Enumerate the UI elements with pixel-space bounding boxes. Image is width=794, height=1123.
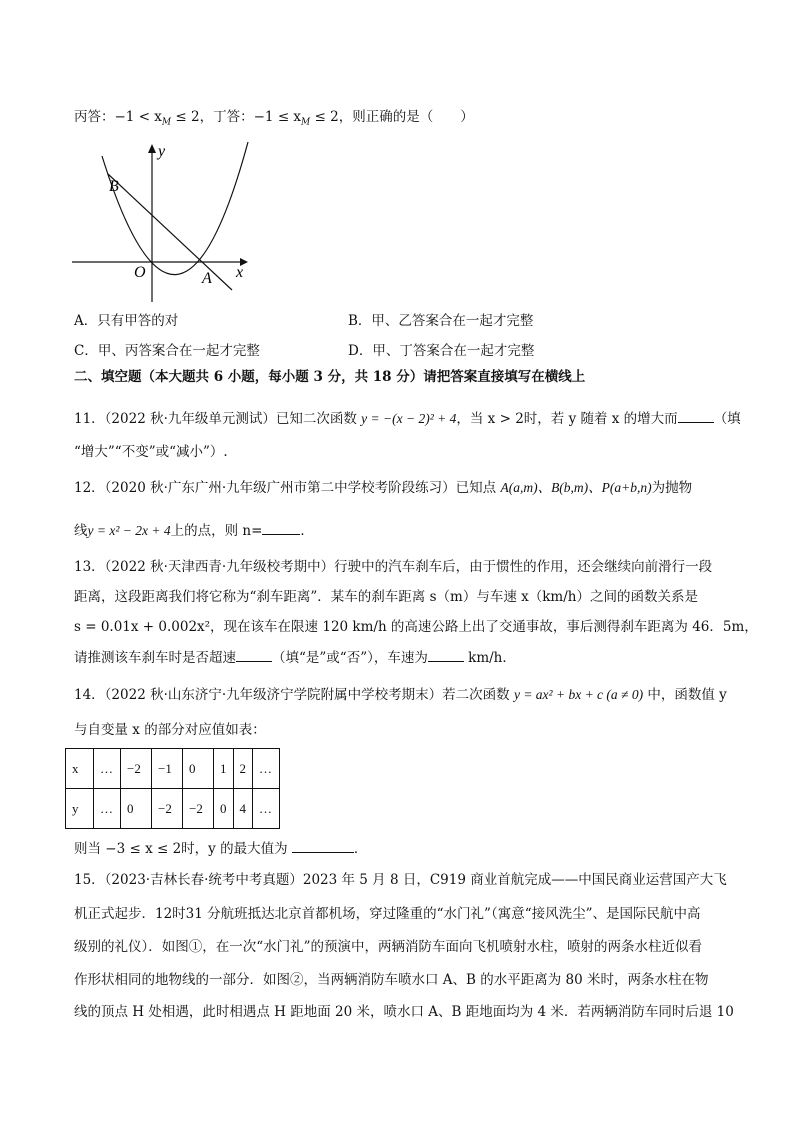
q12-line1: 12．（2020 秋·广东广州·九年级广州市第二中学校考阶段练习）已知点 A(a,m)、B(b,m)、P(a+b,n)为抛物 [74, 480, 693, 496]
q15-line2: 机正式起步．12时31 分航班抵达北京首都机场，穿过隆重的“水门礼”（寓意“接风洗尘”、是国际民航中高 [74, 906, 701, 922]
q13-line3: s = 0.01x + 0.002x²，现在该车在限速 120 km/h 的高速公路上出了交通事故，事后测得刹车距离为 46．5m， [74, 619, 758, 635]
table-cell: −2 [183, 789, 214, 829]
table-cell: 0 [214, 789, 234, 829]
q11-line1: 11．（2022 秋·九年级单元测试）已知二次函数 y = −(x − 2)² + 4，当 x > 2时，若 y 随着 x 的增大而 （填 [74, 411, 741, 427]
q10-stem-tail: 丙答：$-1 < x_M \le 2$，丁答：$-1 \le x_M \le 2$，则正确的是（ ） [74, 109, 474, 128]
table-cell: x [66, 749, 94, 789]
q15-line1: 15．（2023·吉林长春·统考中考真题）2023 年 5 月 8 日，C919 商业首航完成——中国民商业运营国产大飞 [74, 872, 727, 888]
q13-speeding-blank[interactable] [236, 649, 272, 662]
q11-answer-blank[interactable] [678, 410, 714, 423]
option-a[interactable]: A．只有甲答的对 [74, 313, 179, 329]
table-cell: −2 [121, 749, 152, 789]
table-cell: … [94, 789, 121, 829]
origin-label: O [134, 264, 146, 281]
table-row-y [66, 789, 280, 829]
q14-line1: 14．（2022 秋·山东济宁·九年级济宁学院附属中学校考期末）若二次函数 y = ax² + bx + c (a ≠ 0) 中，函数值 y [74, 687, 727, 703]
q15-line5: 线的顶点 H 处相遇，此时相遇点 H 距地面 20 米，喷水口 A、B 距地面均为 4 米．若两辆消防车同时后退 10 [74, 1004, 734, 1020]
table-cell: y [66, 789, 94, 829]
q14-answer-blank[interactable] [292, 840, 354, 853]
q12-answer-blank[interactable] [262, 522, 300, 535]
y-axis-arrow [148, 144, 156, 153]
table-cell: 1 [214, 749, 234, 789]
table-cell: −2 [152, 789, 183, 829]
table-cell: 0 [121, 789, 152, 829]
option-d[interactable]: D．甲、丁答案合在一起才完整 [348, 343, 535, 359]
parabola-line-graph [70, 138, 260, 308]
q12-line2: 线y = x² − 2x + 4上的点，则 n= ． [74, 523, 314, 539]
q13-line1: 13．（2022 秋·天津西青·九年级校考期中）行驶中的汽车刹车后，由于惯性的作用，还会继续向前滑行一段 [74, 559, 713, 575]
table-cell: … [253, 749, 280, 789]
parabola-curve [102, 142, 248, 275]
table-cell: 4 [233, 789, 253, 829]
q13-line2: 距离，这段距离我们将它称为“刹车距离”．某车的刹车距离 s（m）与车速 x（km/h）之间的函数关系是 [74, 589, 698, 605]
option-c[interactable]: C．甲、丙答案合在一起才完整 [74, 343, 260, 359]
table-row-x [66, 749, 280, 789]
point-a-label: A [202, 270, 212, 287]
table-cell: 0 [183, 749, 214, 789]
option-b[interactable]: B．甲、乙答案合在一起才完整 [348, 313, 534, 329]
section-heading: 二、填空题（本大题共 6 小题，每小题 3 分，共 18 分）请把答案直接填写在横线上 [74, 369, 586, 385]
q13-line4: 请推测该车刹车时是否超速 （填“是”或“否”），车速为 km/h． [74, 650, 516, 666]
table-cell: … [94, 749, 121, 789]
y-axis-label: y [158, 143, 166, 160]
table-cell: … [253, 789, 280, 829]
line-ba [108, 174, 232, 290]
value-table [65, 748, 280, 829]
q14-line3: 则当 −3 ≤ x ≤ 2时，y 的最大值为 ． [74, 841, 368, 857]
q11-line2: “增大”“不变”或“减小”）. [74, 444, 228, 460]
table-cell: 2 [233, 749, 253, 789]
q15-line4: 作形状相同的地物线的一部分．如图②，当两辆消防车喷水口 A、B 的水平距离为 80 米时，两条水柱在物 [74, 972, 709, 988]
x-axis-label: x [236, 264, 244, 281]
point-b-label: B [109, 178, 119, 195]
q15-line3: 级别的礼仪）．如图①，在一次“水门礼”的预演中，两辆消防车面向飞机喷射水柱，喷射的两条水柱近似看 [74, 939, 703, 955]
table-cell: −1 [152, 749, 183, 789]
q14-line2: 与自变量 x 的部分对应值如表： [74, 722, 266, 738]
q13-speed-blank[interactable] [428, 649, 464, 662]
